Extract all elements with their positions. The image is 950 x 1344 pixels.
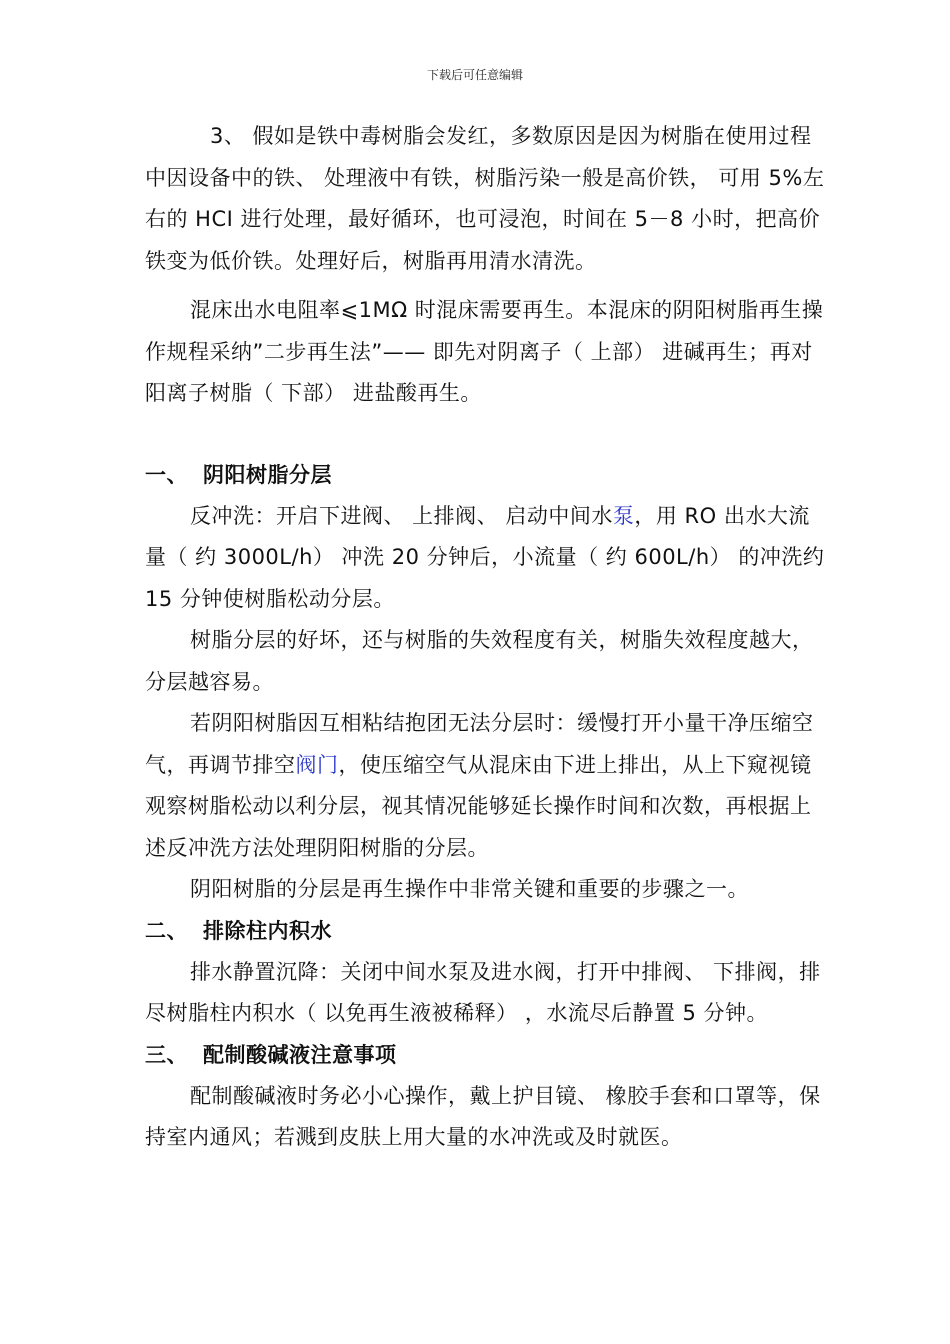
section-heading-layering: [145, 455, 825, 496]
section-title: 阴阳树脂分层: [203, 462, 332, 487]
paragraph-regeneration-intro: 混床出水电阻率⩽1MΩ 时混床需要再生。本混床的阴阳树脂再生操作规程采纳”二步再生法”—— 即先对阴离子（ 上部） 进碱再生；再对阳离子树脂（ 下部） 进盐酸再生。: [145, 298, 824, 405]
section-number: 二、: [145, 918, 188, 943]
section-heading-acid-alkali: [145, 1035, 825, 1076]
section-heading-drain: [145, 911, 825, 952]
valve-link[interactable]: 阀门: [295, 752, 339, 777]
paragraph-compressed-air: [145, 703, 825, 869]
section-number: 一、: [145, 462, 188, 487]
paragraph-safety: 配制酸碱液时务必小心操作，戴上护目镜、 橡胶手套和口罩等，保持室内通风；若溅到皮肤上用大量的水冲洗或及时就医。: [145, 1083, 821, 1149]
paragraph-backwash: [145, 496, 825, 621]
paragraph-drain: 排水静置沉降：关闭中间水泵及进水阀，打开中排阀、 下排阀，排尽树脂柱内积水（ 以免再生液被稀释） ，水流尽后静置 5 分钟。: [145, 959, 821, 1025]
text-run: ，用 RO 出水大流量（ 约 3000L/h） 冲洗 20 分钟后，小流量（ 约 600L/h） 的冲洗约 15 分钟使树脂松动分层。: [145, 503, 825, 611]
paragraph-iron-poisoning: 3、 假如是铁中毒树脂会发红，多数原因是因为树脂在使用过程中因设备中的铁、 处理液中有铁，树脂污染一般是高价铁， 可用 5%左右的 HCI 进行处理，最好循环，也可浸泡，时间在 5－8 小时，把高价铁变为低价铁。处理好后，树脂再用清水清洗。: [145, 124, 825, 273]
page-header: 下载后可任意编辑: [426, 68, 523, 82]
section-title: 配制酸碱液注意事项: [203, 1042, 397, 1067]
document-body: [145, 116, 825, 1159]
paragraph-layering-quality: 树脂分层的好坏，还与树脂的失效程度有关，树脂失效程度越大，分层越容易。: [145, 628, 814, 694]
text-run: 若阴阳树脂因互相粘结抱团无法分层时：缓慢打开小量干净压缩空气，再调节排空: [145, 711, 814, 777]
pump-link[interactable]: 泵: [612, 503, 635, 528]
paragraph-layering-importance: 阴阳树脂的分层是再生操作中非常关键和重要的步骤之一。: [190, 877, 749, 901]
section-number: 三、: [145, 1042, 188, 1067]
text-run: ，使压缩空气从混床由下进上排出，从上下窥视镜观察树脂松动以利分层，视其情况能够延长操作时间和次数，再根据上述反冲洗方法处理阴阳树脂的分层。: [145, 752, 812, 860]
text-run: 反冲洗：开启下进阀、 上排阀、 启动中间水: [190, 503, 613, 528]
section-title: 排除柱内积水: [203, 918, 332, 943]
